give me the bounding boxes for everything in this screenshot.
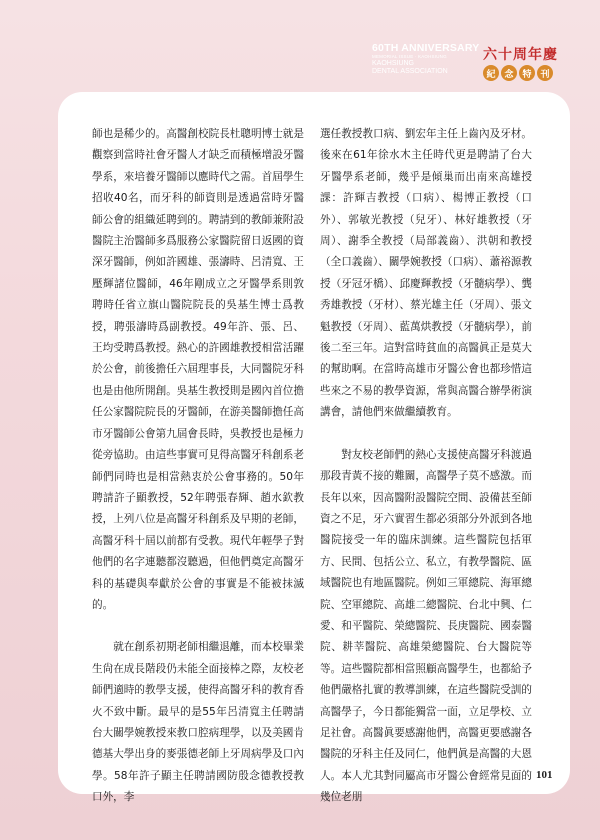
anniversary-english-logo xyxy=(372,42,492,76)
right-paragraph-1: 選任教授教口病、劉宏年主任上齒內及牙材。後來在61年徐水木主任時代更是聘請了台大牙醫學系老師，幾乎是傾巢而出南來高雄授課：許輝吉教授（口病）、楊博正教授（口外）、郭敏光教授（兒牙）、林好雄教授（牙周）、謝季全教授（局部義齒）、洪朝和教授（全口義齒）、關學婉教授（口病）、蕭裕源教授（牙冠牙橋）、邱慶輝教授（牙髓病學）、龔秀雄教授（牙材）、蔡光雄主任（牙周）、張文魁教授（牙周）、藍萬烘教授（牙髓病學），前後二至三年。這對當時貧血的高醫眞正是莫大的幫助啊。在當時高雄市牙醫公會也都珍惜這些來之不易的教學資源，常與高醫合辦學術演講會，請他們來做繼續教育。 xyxy=(320,128,532,419)
badge-char: 特 xyxy=(519,65,535,81)
kaohsiung-text: KAOHSIUNG xyxy=(372,60,415,67)
left-paragraph-1: 師也是稀少的。高醫創校院長杜聰明博士就是觀察到當時社會牙醫人才缺乏而積極增設牙醫學系，來培養牙醫師以應時代之需。首屆學生招收40名，而牙科的師資則是透過當時牙醫師公會的組織延聘到的。聘請到的教師兼附設醫院主治醫師多爲服務公家醫院留日返國的資深牙醫師，例如許國雄、張濤時、呂清寬、王壓輝諸位醫師，46年剛成立之牙醫學系則敦聘時任省立旗山醫院院長的吳基生博士爲教授，聘張濤時爲副教授。49年許、張、呂、王均受聘爲教授。熱心的許國雄教授相當活躍於公會，前後擔任六屆理事長，大同醫院牙科也是由他所開創。吳基生教授則是國內首位擔任公家醫院院長的牙醫師，在游美醫師擔任高市牙醫師公會第九屆會長時，吳教授也是極力從旁協助。由這些事實可見得高醫牙科創系老師們同時也是相當熱衷於公會事務的。50年聘請許子顯教授，52年聘張春輝、趙水欽教授，上列八位是高醫牙科創系及早期的老師，高醫牙科十屆以前都有受教。現代年輕學子對他們的名字連聽都沒聽過，但他們奠定高醫牙科的基礎與奉獻於公會的事實是不能被抹滅的。 xyxy=(92,128,304,611)
page-number: 101 xyxy=(536,769,553,781)
left-column xyxy=(92,124,304,809)
badge-char: 刊 xyxy=(537,65,553,81)
paragraph-gap xyxy=(92,616,304,637)
badge-char: 紀 xyxy=(483,65,499,81)
anniversary-en-title: 60TH ANNIVERSARY xyxy=(372,42,480,54)
paragraph-gap xyxy=(320,424,532,445)
memorial-issue-text: MEMORIAL ISSUE · KAOHSIUNG xyxy=(372,54,447,59)
right-paragraph-2: 對友校老師們的熱心支援使高醫牙科渡過那段青黃不接的難關，高醫學子莫不感激。而長年以來，因高醫附設醫院空間、設備甚至師資之不足，牙六實習生都必須部分外派到各地醫院接受一年的臨床訓練。這些醫院包括軍方、民間、包括公立、私立，有教學醫院、區域醫院也有地區醫院。例如三軍總院、海軍總院、空軍總院、高雄二總醫院、台北中興、仁愛、和平醫院、榮總醫院、長庚醫院、國泰醫院、耕莘醫院、高雄榮總醫院、台大醫院等等。這些醫院都相當照顧高醫學生，也都給予他們嚴格扎實的教導訓練，在這些醫院受訓的高醫學子，今日都能獨當一面，立足學校、立足社會。高醫眞要感謝他們，高醫更要感謝各醫院的牙科主任及同仁，他們眞是高醫的大恩人。本人尤其對同屬高市牙醫公會經常見面的幾位老朋 xyxy=(320,448,532,804)
dental-association-text: DENTAL ASSOCIATION xyxy=(372,68,448,75)
badge-char: 念 xyxy=(501,65,517,81)
right-column xyxy=(320,124,532,809)
commemorative-badges xyxy=(483,65,553,81)
left-paragraph-2: 就在創系初期老師相繼退離，而本校畢業生尙在成長階段仍未能全面接棒之際，友校老師們適時的教學支援，使得高醫牙科的教育香火不致中斷。最早的是55年呂清寬主任聘請台大關學婉教授來教口腔病理學，以及美國肯德基大學出身的麥張德老師上牙周病學及口內學。58年許子顯主任聘請國防殷念德教授教口外，李 xyxy=(92,641,304,804)
anniversary-zh-title: 六十周年慶 xyxy=(483,47,558,63)
